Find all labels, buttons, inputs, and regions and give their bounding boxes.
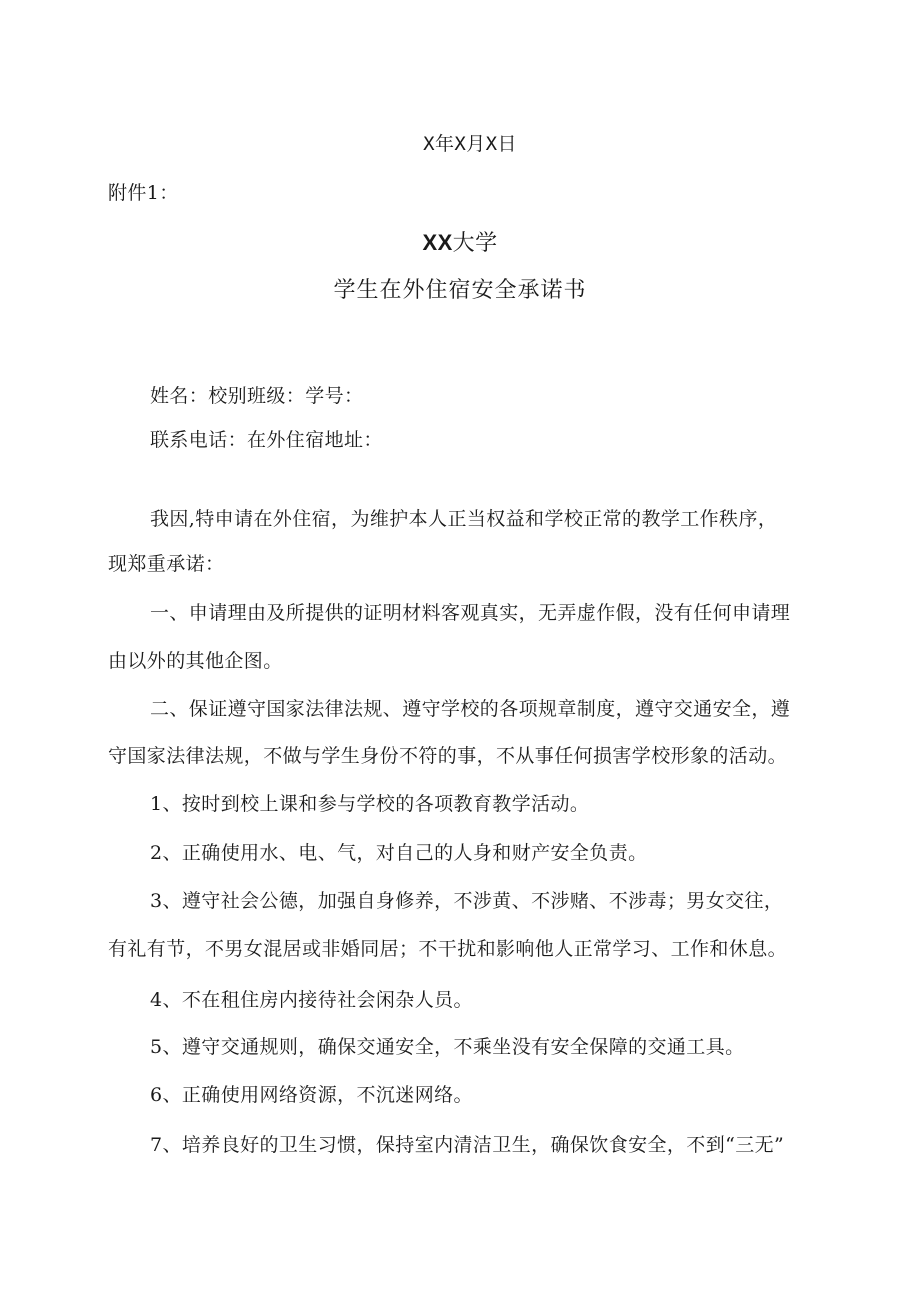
- item-1: 1、按时到校上课和参与学校的各项教育教学活动。: [150, 793, 590, 815]
- university-suffix: 大学: [452, 231, 498, 256]
- item-3-line-1: 3、遵守社会公德，加强自身修养，不涉黄、不涉赌、不涉毒；男女交往，: [150, 890, 784, 912]
- university-name: [0, 228, 920, 259]
- item-3-line-2: 有礼有节，不男女混居或非婚同居；不干扰和影响他人正常学习、工作和休息。: [108, 938, 788, 960]
- document-title: 学生在外住宿安全承诺书: [333, 278, 587, 303]
- item-7-line-1: 7、培养良好的卫生习惯，保持室内清洁卫生，确保饮食安全，不到“三无”: [150, 1134, 785, 1156]
- clause-one-line-1: 一、申请理由及所提供的证明材料客观真实，无弄虚作假，没有任何申请理: [150, 602, 791, 624]
- item-5: 5、遵守交通规则，确保交通安全，不乘坐没有安全保障的交通工具。: [150, 1036, 745, 1058]
- annex-label: 附件1：: [108, 182, 179, 204]
- item-4: 4、不在租住房内接待社会闲杂人员。: [150, 989, 473, 1011]
- date-line: X年X月X日: [423, 133, 517, 155]
- intro-line-1: 我因,特申请在外住宿，为维护本人正当权益和学校正常的教学工作秩序，: [150, 508, 778, 530]
- university-prefix: XX: [422, 230, 453, 255]
- intro-line-2: 现郑重承诺：: [108, 553, 225, 575]
- student-info-line: 姓名：校别班级：学号：: [150, 385, 364, 407]
- clause-two-line-2: 守国家法律法规，不做与学生身份不符的事，不从事任何损害学校形象的活动。: [108, 745, 788, 767]
- clause-two-line-1: 二、保证遵守国家法律法规、遵守学校的各项规章制度，遵守交通安全，遵: [150, 698, 791, 720]
- clause-one-line-2: 由以外的其他企图。: [108, 650, 283, 672]
- contact-info-line: 联系电话：在外住宿地址：: [150, 429, 383, 451]
- item-2: 2、正确使用水、电、气，对自己的人身和财产安全负责。: [150, 842, 648, 864]
- item-6: 6、正确使用网络资源，不沉迷网络。: [150, 1084, 473, 1106]
